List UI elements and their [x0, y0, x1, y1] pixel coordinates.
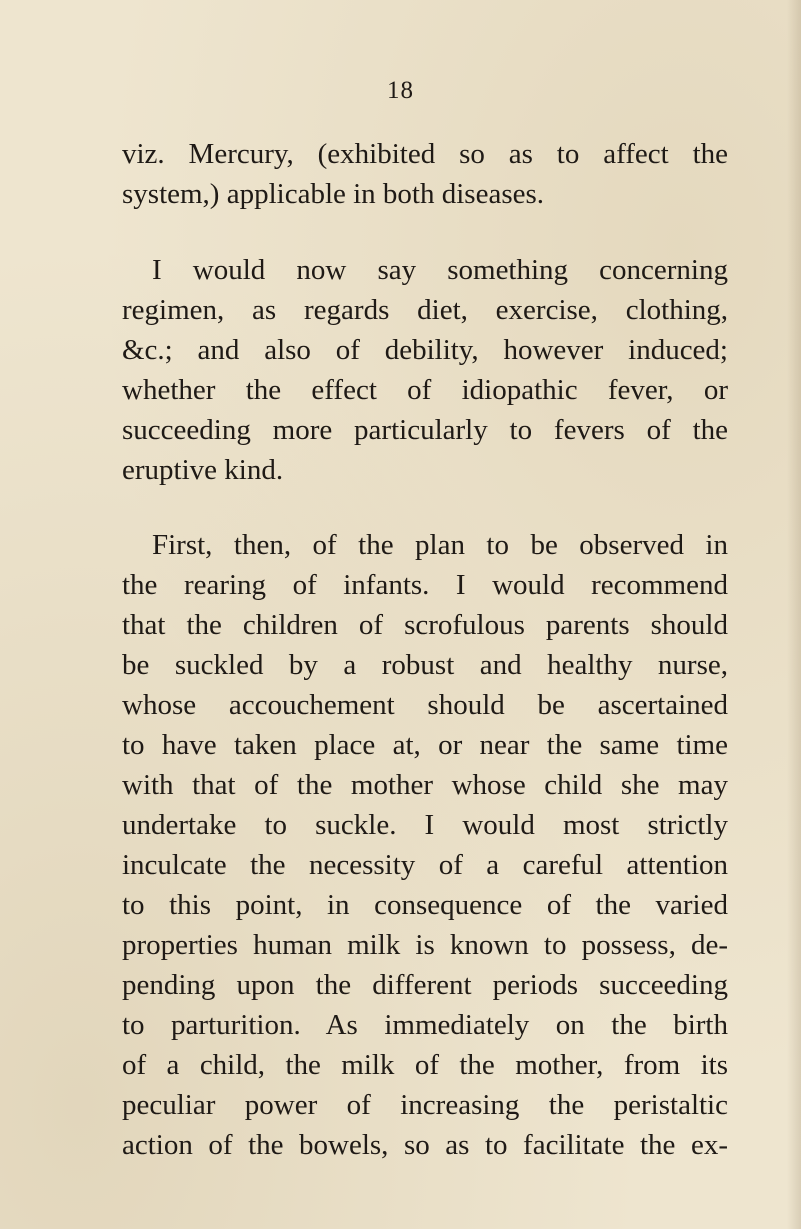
text-line: system,) applicable in both diseases. [122, 178, 545, 210]
page-number: 18 [387, 77, 414, 104]
text-line: whose accouchement should be ascertained [122, 689, 728, 721]
text-line: succeeding more particularly to fevers of the [122, 414, 728, 446]
text-line: to parturition. As immediately on the birth [122, 1009, 728, 1041]
page-edge-shadow [787, 0, 801, 1229]
text-line: peculiar power of increasing the peristaltic [122, 1089, 728, 1121]
text-line: action of the bowels, so as to facilitate the ex- [122, 1129, 728, 1161]
text-line: viz. Mercury, (exhibited so as to affect the [122, 138, 728, 170]
text-line: pending upon the different periods succeeding [122, 969, 728, 1001]
text-line: regimen, as regards diet, exercise, clothing, [122, 294, 728, 326]
text-line: First, then, of the plan to be observed in [152, 529, 728, 561]
text-line: properties human milk is known to possess, de- [122, 929, 728, 961]
text-line: undertake to suckle. I would most strictly [122, 809, 728, 841]
text-line: that the children of scrofulous parents should [122, 609, 728, 641]
text-line: inculcate the necessity of a careful attention [122, 849, 728, 881]
text-line: to this point, in consequence of the varied [122, 889, 728, 921]
text-line: whether the effect of idiopathic fever, or [122, 374, 728, 406]
text-line: to have taken place at, or near the same time [122, 729, 728, 761]
text-line: &c.; and also of debility, however induced; [122, 334, 728, 366]
text-line: the rearing of infants. I would recommend [122, 569, 728, 601]
text-line: with that of the mother whose child she may [122, 769, 728, 801]
text-line: of a child, the milk of the mother, from its [122, 1049, 728, 1081]
text-line: be suckled by a robust and healthy nurse, [122, 649, 728, 681]
text-line: I would now say something concerning [152, 254, 728, 286]
text-line: eruptive kind. [122, 454, 284, 486]
